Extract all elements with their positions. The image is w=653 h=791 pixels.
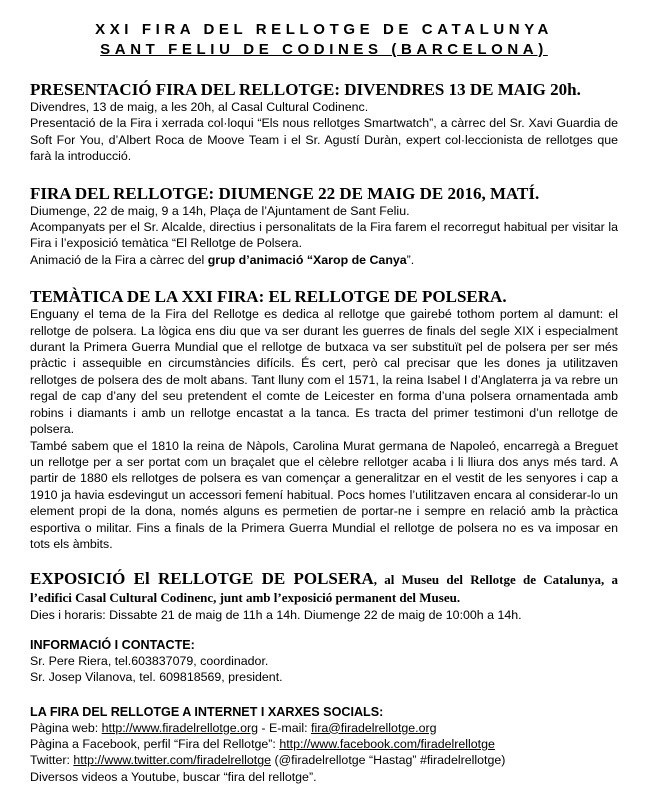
twitter-handle: (@firadelrellotge “Hastag” #firadelrellotge) [271, 753, 506, 768]
section-paragraph: Enguany el tema de la Fira del Rellotge es dedica al rellotge que gairebé tothom portem al damunt: el rellotge de polsera. La lògica ens diu que va ser durant les guerres de finals del segle XIX i especialment durant la Primera Guerra Mundial que el rellotge de butxaca va ser substituït pel de polsera per ser més pràctic i assequible en circumstàncies difícils. És cert, però cal precisar que les dones ja utilitzaven rellotges de polsera des de molt abans. Tant lluny com el 1571, la reina Isabel I d’Anglaterra ja va rebre un regal de cap d’any del seu pretendent el comte de Leicester en forma d’una polsera ornamentada amb robins i diamants i amb un rellotge encastat a la tanca. Es tracta del primer testimoni d’un rellotge de polsera. [30, 307, 618, 437]
youtube-line: Diversos videos a Youtube, buscar “fira del rellotge”. [30, 769, 317, 784]
web-line [30, 720, 618, 736]
document [30, 0, 618, 785]
web-label: Pàgina web: [30, 720, 102, 735]
section-line: Diumenge, 22 de maig, 9 a 14h, Plaça de l’Ajuntament de Sant Feliu. [30, 203, 410, 218]
page-title: XXI FIRA DEL RELLOTGE DE CATALUNYA [95, 21, 553, 38]
section-contacte [30, 637, 618, 686]
exposicio-title: EXPOSICIÓ El RELLOTGE DE POLSERA [30, 569, 374, 589]
section-tematica [30, 287, 618, 552]
section-line: Divendres, 13 de maig, a les 20h, al Casal Cultural Codinenc. [30, 100, 369, 114]
contact-line: Sr. Josep Vilanova, tel. 609818569, president. [30, 670, 283, 685]
section-heading: PRESENTACIÓ FIRA DEL RELLOTGE: DIVENDRES 13 DE MAIG 20h. [30, 80, 581, 99]
section-heading: TEMÀTICA DE LA XXI FIRA: EL RELLOTGE DE POLSERA. [30, 287, 507, 307]
section-heading [30, 570, 618, 607]
section-presentacio [30, 80, 618, 165]
animation-suffix: ”. [406, 252, 415, 267]
section-heading: FIRA DEL RELLOTGE: DIUMENGE 22 DE MAIG DE 2016, MATÍ. [30, 183, 540, 203]
animation-group: grup d’animació “Xarop de Canya [207, 252, 407, 267]
facebook-label: Pàgina a Facebook, perfil “Fira del Rellotge”: [30, 736, 280, 751]
facebook-link[interactable]: http://www.facebook.com/firadelrellotge [279, 736, 495, 751]
animation-line [30, 252, 618, 268]
exposicio-location: , al Museu del Rellotge de Catalunya, a l’edifici Casal Cultural Codinenc, junt amb l’exposició permanent del Museu. [30, 572, 618, 606]
twitter-line [30, 752, 618, 768]
section-heading: INFORMACIÓ I CONTACTE: [30, 637, 195, 652]
section-paragraph: Presentació de la Fira i xerrada col·loqui “Els nous rellotges Smartwatch”, a càrrec del Sr. Xavi Guardia de Soft For You, d’Albert Roca de Moove Team i el Sr. Agustí Duràn, expert col·leccionista de rellotges que farà la introducció. [30, 116, 618, 164]
facebook-line [30, 736, 618, 752]
section-paragraph: També sabem que el 1810 la reina de Nàpols, Carolina Murat germana de Napoleó, encarregà a Breguet un rellotge per a ser portat com un braçalet que el cèlebre rellotger acaba i li lliura dos anys més tard. A partir de 1880 els rellotges de polsera es van començar a generalitzar en el vestit de les senyores i cap a 1910 ja havia esdevingut un accessori femení habitual. Pocs homes l’utilitzaven encara al considerar-lo un element propi de la dona, només alguns es permetien de portar-ne i sempre en relació amb la pràctica esportiva o militar. Fins a finals de la Primera Guerra Mundial el rellotge de polsera no es va imposar en tots els àmbits. [30, 438, 618, 551]
email-label: - E-mail: [257, 720, 311, 735]
page-subtitle [30, 40, 618, 60]
website-link[interactable]: http://www.firadelrellotge.org [101, 720, 258, 735]
email-link[interactable]: fira@firadelrellotge.org [311, 720, 437, 735]
section-paragraph: Acompanyats per el Sr. Alcalde, directius i personalitats de la Fira farem el recorregut habitual per visitar la Fira i l’exposició temàtica “El Rellotge de Polsera. [30, 220, 618, 251]
section-fira [30, 184, 618, 269]
contact-line: Sr. Pere Riera, tel.603837079, coordinador. [30, 653, 269, 668]
section-xarxes [30, 704, 618, 786]
animation-prefix: Animació de la Fira a càrrec del [30, 252, 208, 267]
twitter-label: Twitter: [30, 753, 74, 768]
section-heading: LA FIRA DEL RELLOTGE A INTERNET I XARXES SOCIALS: [30, 704, 384, 719]
page-subtitle-text: SANT FELIU DE CODINES (BARCELONA) [100, 41, 548, 58]
twitter-link[interactable]: http://www.twitter.com/firadelrellotge [73, 753, 272, 768]
section-exposicio [30, 570, 618, 623]
section-line: Dies i horaris: Dissabte 21 de maig de 11h a 14h. Diumenge 22 de maig de 10:00h a 14h. [30, 608, 522, 623]
